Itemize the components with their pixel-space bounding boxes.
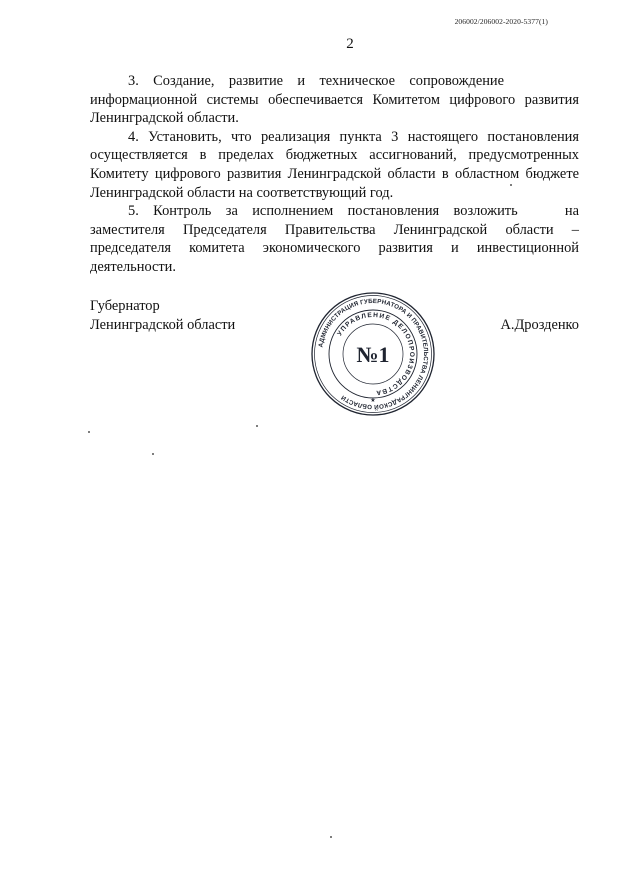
- document-id: 206002/206002-2020-5377(1): [454, 17, 548, 26]
- scan-speck: [152, 453, 154, 455]
- paragraph-5: 5. Контроль за исполнением постановления возложить на заместителя Председателя Правительства Ленинградской области – председателя комитета экономического развития и инвестиционной деятельности.: [90, 203, 579, 275]
- signatory-title-line1: Губернатор: [90, 298, 160, 314]
- stamp-number: №1: [356, 342, 390, 367]
- document-body: [90, 72, 579, 277]
- signatory-name: А.Дрозденко: [500, 317, 579, 333]
- signatory-title-line2: Ленинградской области: [90, 316, 236, 333]
- stamp-star-icon: ★: [370, 397, 376, 404]
- scan-speck: [256, 425, 258, 427]
- scan-speck: [510, 184, 512, 186]
- stamp-inner-text: УПРАВЛЕНИЕ ДЕЛОПРОИЗВОДСТВА: [336, 311, 416, 397]
- scan-speck: [330, 836, 332, 838]
- paragraph-4: 4. Установить, что реализация пункта 3 настоящего постановления осуществляется в пределах бюджетных ассигнований, предусмотренных Комитету цифрового развития Ленинградской области в областном бюджете Ленинградской области на соответствующий год.: [90, 128, 579, 201]
- page-number: 2: [346, 36, 354, 52]
- paragraph-3: 3. Создание, развитие и техническое сопровождение информационной системы обеспечивается Комитетом цифрового развития Ленинградской области.: [90, 73, 579, 127]
- scan-speck: [88, 431, 90, 433]
- official-stamp: [309, 290, 437, 418]
- stamp-outer-text: АДМИНИСТРАЦИЯ ГУБЕРНАТОРА И ПРАВИТЕЛЬСТВА ЛЕНИНГРАДСКОЙ ОБЛАСТИ: [317, 297, 430, 411]
- signatory-title: [90, 297, 235, 334]
